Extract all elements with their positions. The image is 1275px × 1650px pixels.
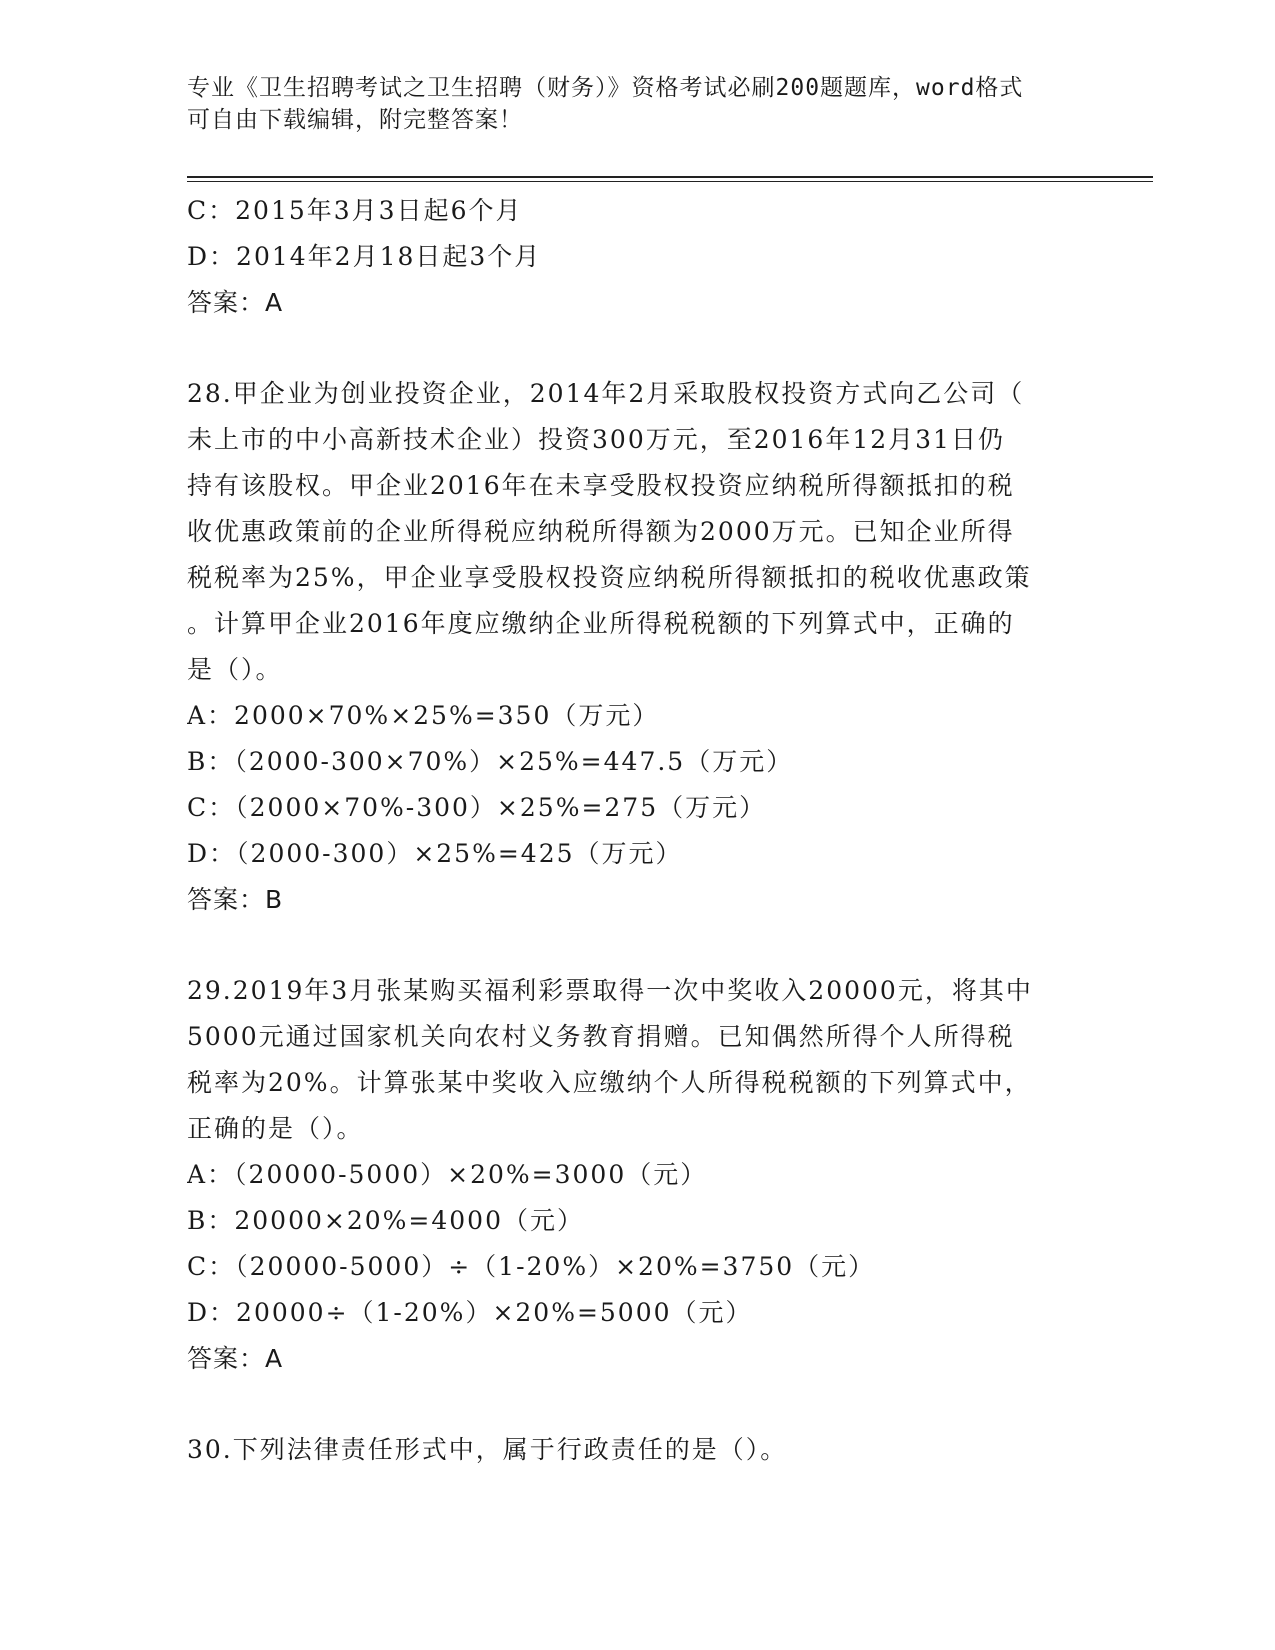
document-header — [187, 72, 1067, 136]
question-stem-line: 税率为20%。计算张某中奖收入应缴纳个人所得税税额的下列算式中， — [187, 1068, 1032, 1097]
option-a: A：2000×70%×25%=350（万元） — [187, 701, 660, 730]
spacer — [187, 923, 1087, 968]
question-stem-line: 正确的是（）。 — [187, 1114, 364, 1143]
answer-line: 答案：B — [187, 885, 284, 914]
header-divider-thick — [187, 176, 1153, 178]
question-stem-line: 未上市的中小高新技术企业）投资300万元，至2016年12月31日仍 — [187, 425, 1005, 454]
answer-line: 答案：A — [187, 1344, 284, 1373]
option-d: D：2014年2月18日起3个月 — [187, 242, 542, 271]
question-27-tail — [187, 188, 1087, 326]
answer-line: 答案：A — [187, 288, 284, 317]
question-stem-line: 29.2019年3月张某购买福利彩票取得一次中奖收入20000元，将其中 — [187, 976, 1033, 1005]
option-b: B：20000×20%=4000（元） — [187, 1206, 584, 1235]
question-stem-line: 28.甲企业为创业投资企业，2014年2月采取股权投资方式向乙公司（ — [187, 379, 1025, 408]
spacer — [187, 1382, 1087, 1427]
question-stem-line: 5000元通过国家机关向农村义务教育捐赠。已知偶然所得个人所得税 — [187, 1022, 1015, 1051]
question-29 — [187, 968, 1087, 1382]
document-body — [187, 188, 1087, 1473]
spacer — [187, 326, 1087, 371]
header-line-2: 可自由下载编辑，附完整答案！ — [187, 107, 523, 133]
question-stem-line: 持有该股权。甲企业2016年在未享受股权投资应纳税所得额抵扣的税 — [187, 471, 1015, 500]
header-line-1: 专业《卫生招聘考试之卫生招聘（财务）》资格考试必刷200题题库，word格式 — [187, 75, 1024, 101]
option-d: D：20000÷（1-20%）×20%=5000（元） — [187, 1298, 753, 1327]
option-a: A：（20000-5000）×20%=3000（元） — [187, 1160, 708, 1189]
question-stem-line: 是（）。 — [187, 655, 283, 684]
option-c: C：（2000×70%-300）×25%=275（万元） — [187, 793, 767, 822]
option-c: C：2015年3月3日起6个月 — [187, 196, 523, 225]
question-28 — [187, 371, 1087, 923]
question-stem-line: 。计算甲企业2016年度应缴纳企业所得税税额的下列算式中，正确的 — [187, 609, 1015, 638]
question-stem-line: 30.下列法律责任形式中，属于行政责任的是（）。 — [187, 1435, 788, 1464]
option-b: B：（2000-300×70%）×25%=447.5（万元） — [187, 747, 794, 776]
header-divider-thin — [187, 181, 1153, 182]
question-stem-line: 税税率为25%，甲企业享受股权投资应纳税所得额抵扣的税收优惠政策 — [187, 563, 1032, 592]
question-stem-line: 收优惠政策前的企业所得税应纳税所得额为2000万元。已知企业所得 — [187, 517, 1015, 546]
option-c: C：（20000-5000）÷（1-20%）×20%=3750（元） — [187, 1252, 876, 1281]
question-30 — [187, 1427, 1087, 1473]
option-d: D：（2000-300）×25%=425（万元） — [187, 839, 683, 868]
